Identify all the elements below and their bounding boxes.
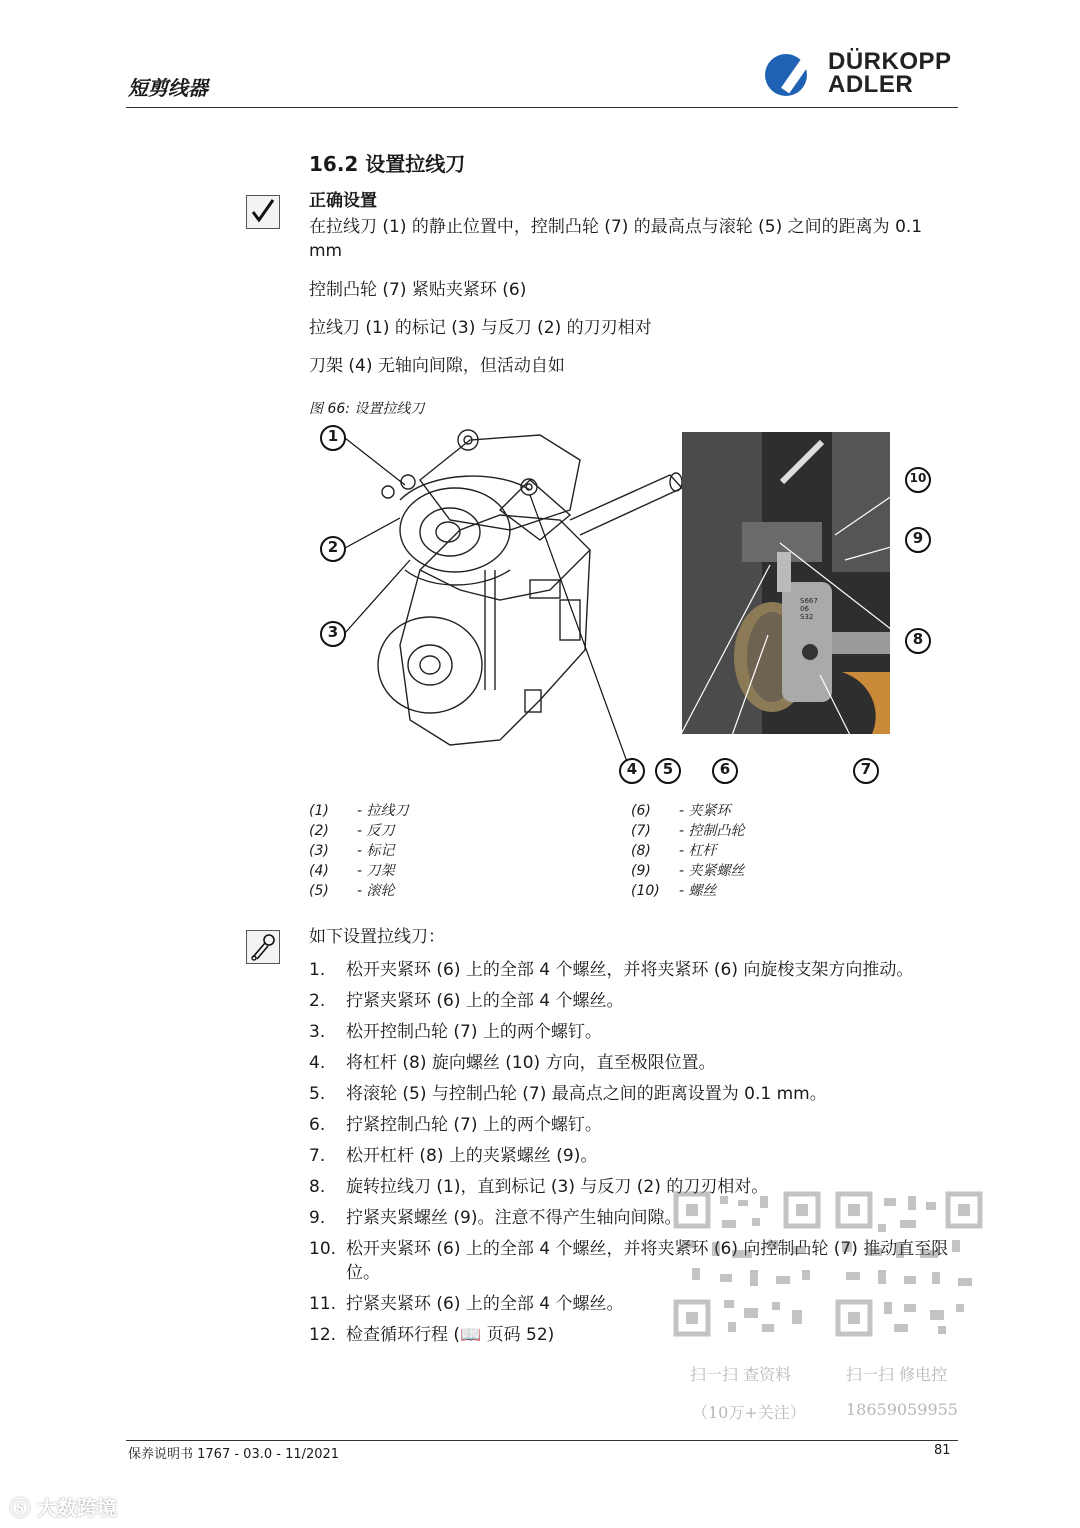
qr-code-watermark-left <box>672 1190 822 1338</box>
list-item: 11. 拧紧夹紧环 (6) 上的全部 4 个螺丝。 <box>309 1294 624 1314</box>
watermark-text: （10万+关注） <box>692 1403 806 1422</box>
paragraph-1: 在拉线刀 (1) 的静止位置中，控制凸轮 (7) 的最高点与滚轮 (5) 之间的距离为 0.1 mm <box>309 217 923 261</box>
callout-3 <box>319 620 347 652</box>
callout-7-label: 7 <box>860 760 872 778</box>
page-number: 81 <box>934 1443 951 1458</box>
callout-4-label: 4 <box>626 760 638 778</box>
legend-item: (10) - 螺丝 <box>631 883 717 899</box>
procedure-intro: 如下设置拉线刀： <box>309 927 445 947</box>
checkmark-icon <box>246 195 280 229</box>
legend-left <box>309 801 409 901</box>
list-item: 12. 检查循环行程 (📖 页码 52) <box>309 1325 555 1345</box>
logo <box>828 50 952 96</box>
legend-item: (8) - 杠杆 <box>631 843 717 859</box>
wrench-icon <box>246 930 280 964</box>
legend-item: (5) - 滚轮 <box>309 883 395 899</box>
callout-10 <box>904 466 932 498</box>
callout-5-label: 5 <box>662 760 674 778</box>
figure-caption: 图 66: 设置拉线刀 <box>309 401 425 417</box>
callout-8-label: 8 <box>912 630 924 648</box>
logo-line2: ADLER <box>828 71 914 98</box>
callout-1 <box>319 424 347 456</box>
corner-watermark-text: 大数跨境 <box>36 1496 117 1520</box>
callout-3-label: 3 <box>327 623 339 641</box>
photo-marking: S667 06 S32 <box>800 597 818 621</box>
header-rule <box>126 107 958 108</box>
list-item: 1. 松开夹紧环 (6) 上的全部 4 个螺丝，并将夹紧环 (6) 向旋梭支架方向推动。 <box>309 960 914 980</box>
corner-watermark <box>10 1492 117 1521</box>
paragraph-2: 控制凸轮 (7) 紧贴夹紧环 (6) <box>309 280 527 300</box>
legend-item: (1) - 拉线刀 <box>309 803 409 819</box>
callout-2 <box>319 535 347 567</box>
footer-document-id: 保养说明书 1767 - 03.0 - 11/2021 <box>128 1447 340 1462</box>
chat-bubble-icon: ⓢ <box>10 1496 30 1520</box>
list-item: 7. 松开杠杆 (8) 上的夹紧螺丝 (9)。 <box>309 1146 598 1166</box>
legend-item: (3) - 标记 <box>309 843 395 859</box>
correct-setting-heading: 正确设置 <box>309 191 377 211</box>
list-item: 4. 将杠杆 (8) 旋向螺丝 (10) 方向，直至极限位置。 <box>309 1053 716 1073</box>
callout-8 <box>904 627 932 659</box>
list-item: 3. 松开控制凸轮 (7) 上的两个螺钉。 <box>309 1022 602 1042</box>
callout-5 <box>654 757 682 789</box>
callout-6-label: 6 <box>719 760 731 778</box>
callout-1-label: 1 <box>327 427 339 445</box>
mechanism-drawing <box>300 420 700 780</box>
list-item: 2. 拧紧夹紧环 (6) 上的全部 4 个螺丝。 <box>309 991 624 1011</box>
list-item: 6. 拧紧控制凸轮 (7) 上的两个螺钉。 <box>309 1115 602 1135</box>
paragraph-4: 刀架 (4) 无轴向间隙，但活动自如 <box>309 356 565 376</box>
list-item: 9. 拧紧夹紧螺丝 (9)。注意不得产生轴向间隙。 <box>309 1208 682 1228</box>
callout-2-label: 2 <box>327 538 339 556</box>
section-title: 16.2 设置拉线刀 <box>309 152 466 176</box>
legend-right <box>631 801 745 901</box>
watermark-text: 扫一扫 修电控 <box>846 1365 948 1384</box>
footer-rule <box>126 1440 958 1441</box>
legend-item: (4) - 刀架 <box>309 863 395 879</box>
callout-6 <box>711 757 739 789</box>
logo-line1: DÜRKOPP <box>828 48 952 75</box>
list-item: 10. 松开夹紧环 (6) 上的全部 4 个螺丝，并将夹紧环 (6) 向控制凸轮 (7) 推动直至限位。 <box>309 1239 949 1283</box>
paragraph-3: 拉线刀 (1) 的标记 (3) 与反刀 (2) 的刀刃相对 <box>309 318 652 338</box>
legend-item: (7) - 控制凸轮 <box>631 823 745 839</box>
header-title: 短剪线器 <box>128 76 208 100</box>
callout-9-label: 9 <box>912 529 924 547</box>
callout-4 <box>618 757 646 789</box>
legend-item: (2) - 反刀 <box>309 823 395 839</box>
qr-code-watermark-right <box>834 1190 984 1338</box>
legend-item: (9) - 夹紧螺丝 <box>631 863 745 879</box>
list-item: 5. 将滚轮 (5) 与控制凸轮 (7) 最高点之间的距离设置为 0.1 mm。 <box>309 1084 827 1104</box>
callout-9 <box>904 526 932 558</box>
watermark-text: 扫一扫 查资料 <box>690 1365 792 1384</box>
legend-item: (6) - 夹紧环 <box>631 803 731 819</box>
callout-10-label: 10 <box>909 471 927 485</box>
callout-7 <box>852 757 880 789</box>
photo-leaders <box>660 465 940 765</box>
watermark-text: 18659059955 <box>846 1400 958 1419</box>
list-item: 8. 旋转拉线刀 (1)，直到标记 (3) 与反刀 (2) 的刀刃相对。 <box>309 1177 769 1197</box>
logo-mark <box>762 52 824 98</box>
